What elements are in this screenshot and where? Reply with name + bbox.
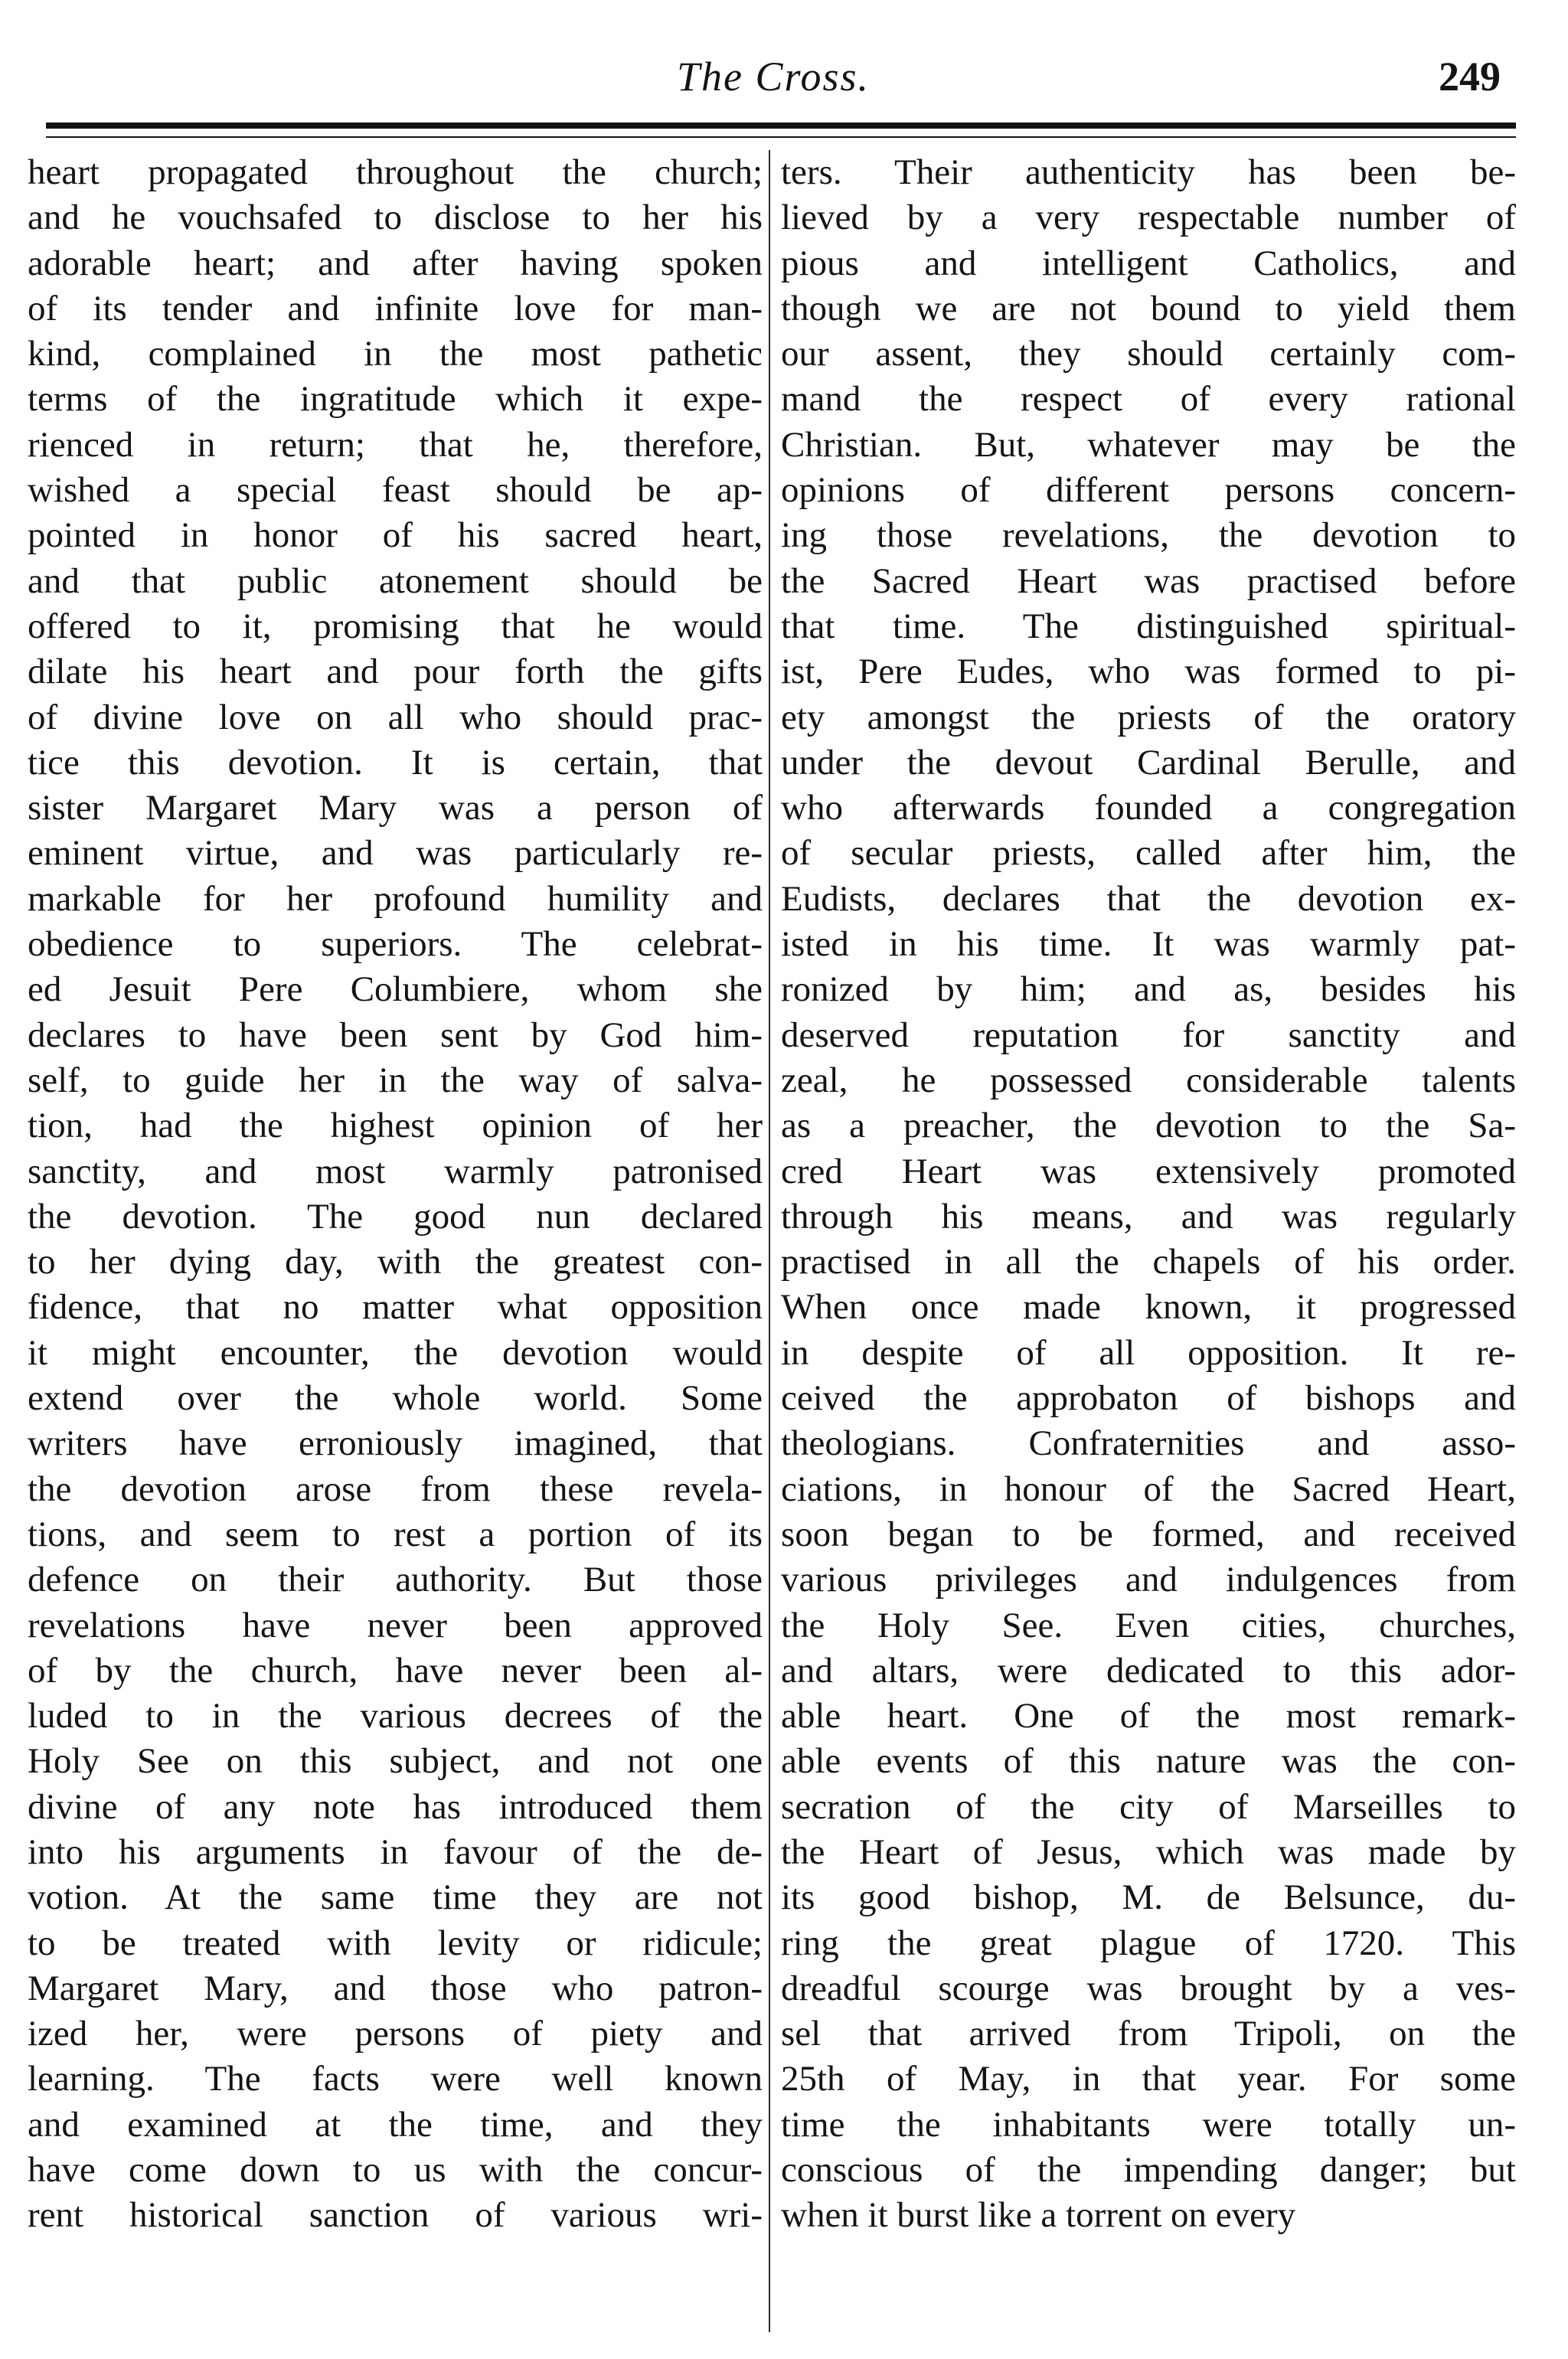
text-line: opinions of different persons concern- [781,470,1516,511]
text-line: sel that arrived from Tripoli, on the [781,2014,1516,2054]
text-line: though we are not bound to yield them [781,288,1516,328]
text-line: and altars, were dedicated to this ador- [781,1650,1516,1691]
text-line: into his arguments in favour of the de- [28,1831,763,1872]
text-line: pointed in honor of his sacred heart, [28,515,763,556]
text-line: of divine love on all who should prac- [28,697,763,737]
text-line: to her dying day, with the greatest con- [28,1242,763,1282]
text-line: our assent, they should certainly com- [781,334,1516,374]
text-line: mand the respect of every rational [781,379,1516,420]
text-line: luded to in the various decrees of the [28,1696,763,1737]
text-line: revelations have never been approved [28,1605,763,1645]
text-line: adorable heart; and after having spoken [28,243,763,283]
text-line: fidence, that no matter what opposition [28,1287,763,1328]
text-line: ceived the approbaton of bishops and [781,1378,1516,1419]
text-line: that time. The distinguished spiritual- [781,606,1516,646]
text-line: offered to it, promising that he would [28,606,763,646]
text-line: Christian. But, whatever may be the [781,424,1516,465]
text-line: ring the great plague of 1720. This [781,1923,1516,1963]
running-title: The Cross. [676,54,871,100]
text-line: lieved by a very respectable number of [781,198,1516,238]
text-line: eminent virtue, and was particularly re- [28,833,763,874]
text-line: Margaret Mary, and those who patron- [28,1968,763,2008]
text-line: of secular priests, called after him, the [781,833,1516,874]
column-divider [769,150,770,2332]
text-line: the Holy See. Even cities, churches, [781,1605,1516,1645]
text-line: Eudists, declares that the devotion ex- [781,878,1516,919]
text-line: and examined at the time, and they [28,2104,763,2145]
text-line: under the devout Cardinal Berulle, and [781,742,1516,783]
text-line: as a preacher, the devotion to the Sa- [781,1106,1516,1146]
text-line: able heart. One of the most remark- [781,1696,1516,1737]
text-line: declares to have been sent by God him- [28,1015,763,1055]
text-line: theologians. Confraternities and asso- [781,1423,1516,1464]
text-line: self, to guide her in the way of salva- [28,1060,763,1100]
text-line: terms of the ingratitude which it expe- [28,379,763,420]
text-line: of by the church, have never been al- [28,1650,763,1691]
text-line: secration of the city of Marseilles to [781,1786,1516,1827]
text-line: ized her, were persons of piety and [28,2014,763,2054]
text-line: markable for her profound humility and [28,878,763,919]
text-line: who afterwards founded a congregation [781,788,1516,828]
text-line: deserved reputation for sanctity and [781,1015,1516,1055]
text-line: various privileges and indulgences from [781,1560,1516,1600]
left-column [28,150,763,2239]
text-line: the devotion. The good nun declared [28,1196,763,1237]
text-line: it might encounter, the devotion would [28,1332,763,1373]
text-line: divine of any note has introduced them [28,1786,763,1827]
text-line: cred Heart was extensively promoted [781,1151,1516,1191]
text-line: 25th of May, in that year. For some [781,2059,1516,2099]
text-line: rent historical sanction of various wri- [28,2195,763,2236]
text-line: ed Jesuit Pere Columbiere, whom she [28,969,763,1010]
text-line: of its tender and infinite love for man- [28,288,763,328]
text-line: dilate his heart and pour forth the gifts [28,652,763,692]
text-line: the Sacred Heart was practised before [781,560,1516,601]
text-line: and he vouchsafed to disclose to her his [28,198,763,238]
text-line: have come down to us with the concur- [28,2150,763,2191]
text-line: obedience to superiors. The celebrat- [28,924,763,965]
text-line: ronized by him; and as, besides his [781,969,1516,1010]
text-line: kind, complained in the most pathetic [28,334,763,374]
text-line: time the inhabitants were totally un- [781,2104,1516,2145]
text-line: Holy See on this subject, and not one [28,1741,763,1782]
text-line: writers have erroniously imagined, that [28,1423,763,1464]
text-line: conscious of the impending danger; but [781,2150,1516,2191]
text-line: heart propagated throughout the church; [28,152,763,192]
text-line: ters. Their authenticity has been be- [781,152,1516,192]
text-line: in despite of all opposition. It re- [781,1332,1516,1373]
text-line: learning. The facts were well known [28,2059,763,2099]
running-head [31,46,1516,107]
text-line: zeal, he possessed considerable talents [781,1060,1516,1100]
text-line: the Heart of Jesus, which was made by [781,1831,1516,1872]
text-line: ciations, in honour of the Sacred Heart, [781,1469,1516,1509]
text-line: and that public atonement should be [28,560,763,601]
text-line: tice this devotion. It is certain, that [28,742,763,783]
text-line: sanctity, and most warmly patronised [28,1151,763,1191]
text-line: sister Margaret Mary was a person of [28,788,763,828]
text-line: ist, Pere Eudes, who was formed to pi- [781,652,1516,692]
text-line: when it burst like a torrent on every [781,2195,1296,2236]
text-line: When once made known, it progressed [781,1287,1516,1328]
text-line: soon began to be formed, and received [781,1514,1516,1554]
text-line: isted in his time. It was warmly pat- [781,924,1516,965]
text-line: dreadful scourge was brought by a ves- [781,1968,1516,2008]
text-line: votion. At the same time they are not [28,1877,763,1918]
text-line: extend over the whole world. Some [28,1378,763,1419]
page-number: 249 [1439,54,1501,100]
text-line: practised in all the chapels of his order. [781,1242,1516,1282]
right-column [781,150,1516,2239]
text-line: tion, had the highest opinion of her [28,1106,763,1146]
text-line: pious and intelligent Catholics, and [781,243,1516,283]
text-line: defence on their authority. But those [28,1560,763,1600]
header-rule-thick [46,123,1516,129]
text-line: the devotion arose from these revela- [28,1469,763,1509]
text-line: its good bishop, M. de Belsunce, du- [781,1877,1516,1918]
text-line: ing those revelations, the devotion to [781,515,1516,556]
text-line: able events of this nature was the con- [781,1741,1516,1782]
header-rule-thin [46,136,1516,138]
text-line: wished a special feast should be ap- [28,470,763,511]
text-line: tions, and seem to rest a portion of its [28,1514,763,1554]
text-line: ety amongst the priests of the oratory [781,697,1516,737]
text-line: rienced in return; that he, therefore, [28,424,763,465]
text-line: to be treated with levity or ridicule; [28,1923,763,1963]
text-line: through his means, and was regularly [781,1196,1516,1237]
